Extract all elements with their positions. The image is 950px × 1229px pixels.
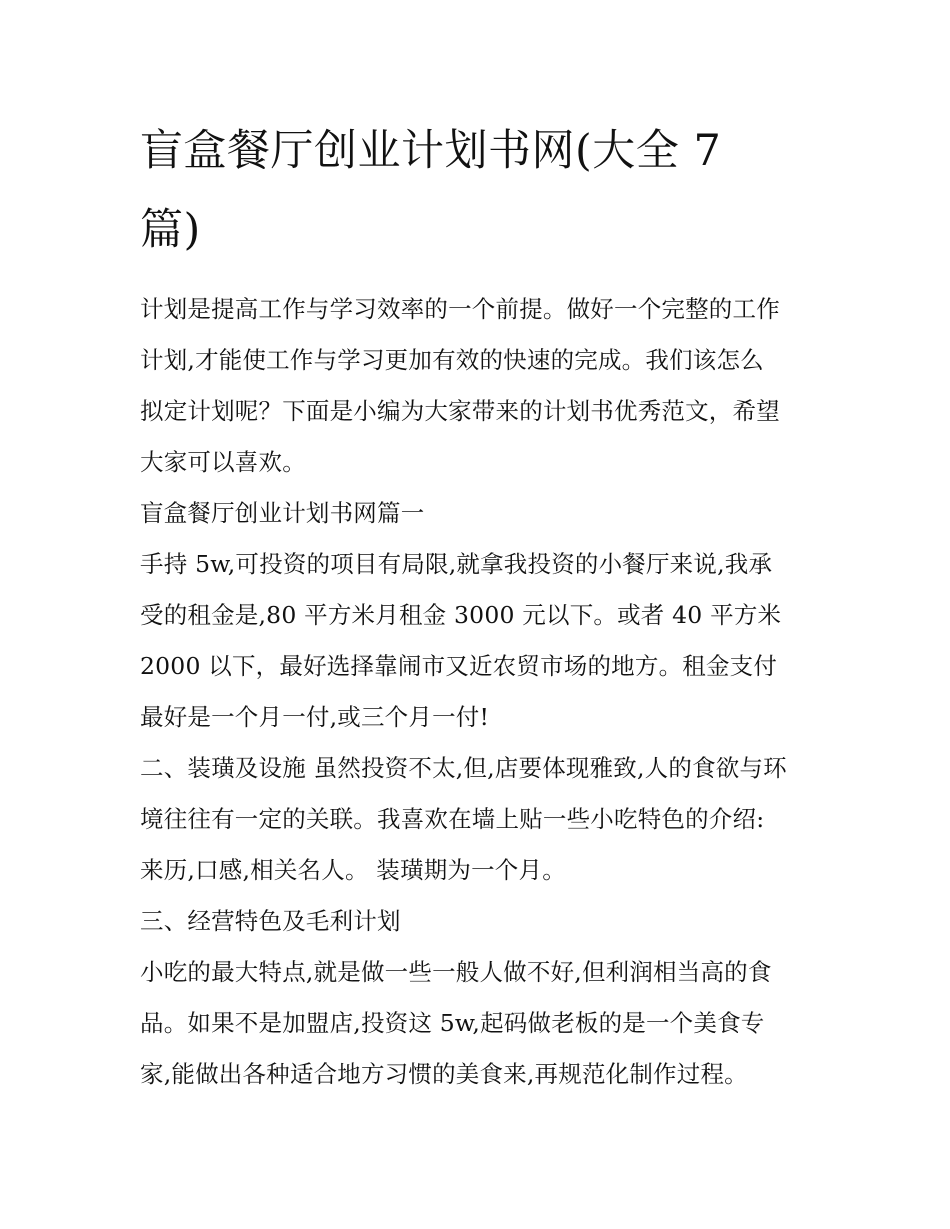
document-content — [140, 112, 820, 1100]
body-line: 小吃的最大特点,就是做一些一般人做不好,但利润相当高的食 — [140, 958, 772, 986]
title-line-1: 盲盒餐厅创业计划书网(大全 7 — [140, 126, 722, 176]
body-line: 三、经营特色及毛利计划 — [140, 907, 401, 935]
intro-line: 计划,才能使工作与学习更加有效的快速的完成。我们该怎么 — [140, 346, 764, 374]
section-heading: 盲盒餐厅创业计划书网篇一 — [140, 499, 425, 527]
body-line: 手持 5w,可投资的项目有局限,就拿我投资的小餐厅来说,我承 — [140, 550, 773, 578]
body-line: 受的租金是,80 平方米月租金 3000 元以下。或者 40 平方米 — [140, 601, 782, 629]
intro-line: 计划是提高工作与学习效率的一个前提。做好一个完整的工作 — [140, 295, 780, 323]
body-line: 最好是一个月一付,或三个月一付! — [140, 703, 490, 731]
body-line: 二、装璜及设施 虽然投资不太,但,店要体现雅致,人的食欲与环 — [140, 754, 787, 782]
body-line: 2000 以下，最好选择靠闹市又近农贸市场的地方。租金支付 — [140, 652, 778, 680]
body-line: 品。如果不是加盟店,投资这 5w,起码做老板的是一个美食专 — [140, 1009, 765, 1037]
title-line-2: 篇) — [140, 205, 201, 255]
intro-line: 拟定计划呢？下面是小编为大家带来的计划书优秀范文，希望 — [140, 397, 780, 425]
document-title — [140, 112, 820, 270]
body-line: 来历,口感,相关名人。 装璜期为一个月。 — [140, 856, 566, 884]
intro-line: 大家可以喜欢。 — [140, 448, 306, 476]
body-line: 家,能做出各种适合地方习惯的美食来,再规范化制作过程。 — [140, 1060, 748, 1088]
body-line: 境往往有一定的关联。我喜欢在墙上贴一些小吃特色的介绍: — [140, 805, 765, 833]
